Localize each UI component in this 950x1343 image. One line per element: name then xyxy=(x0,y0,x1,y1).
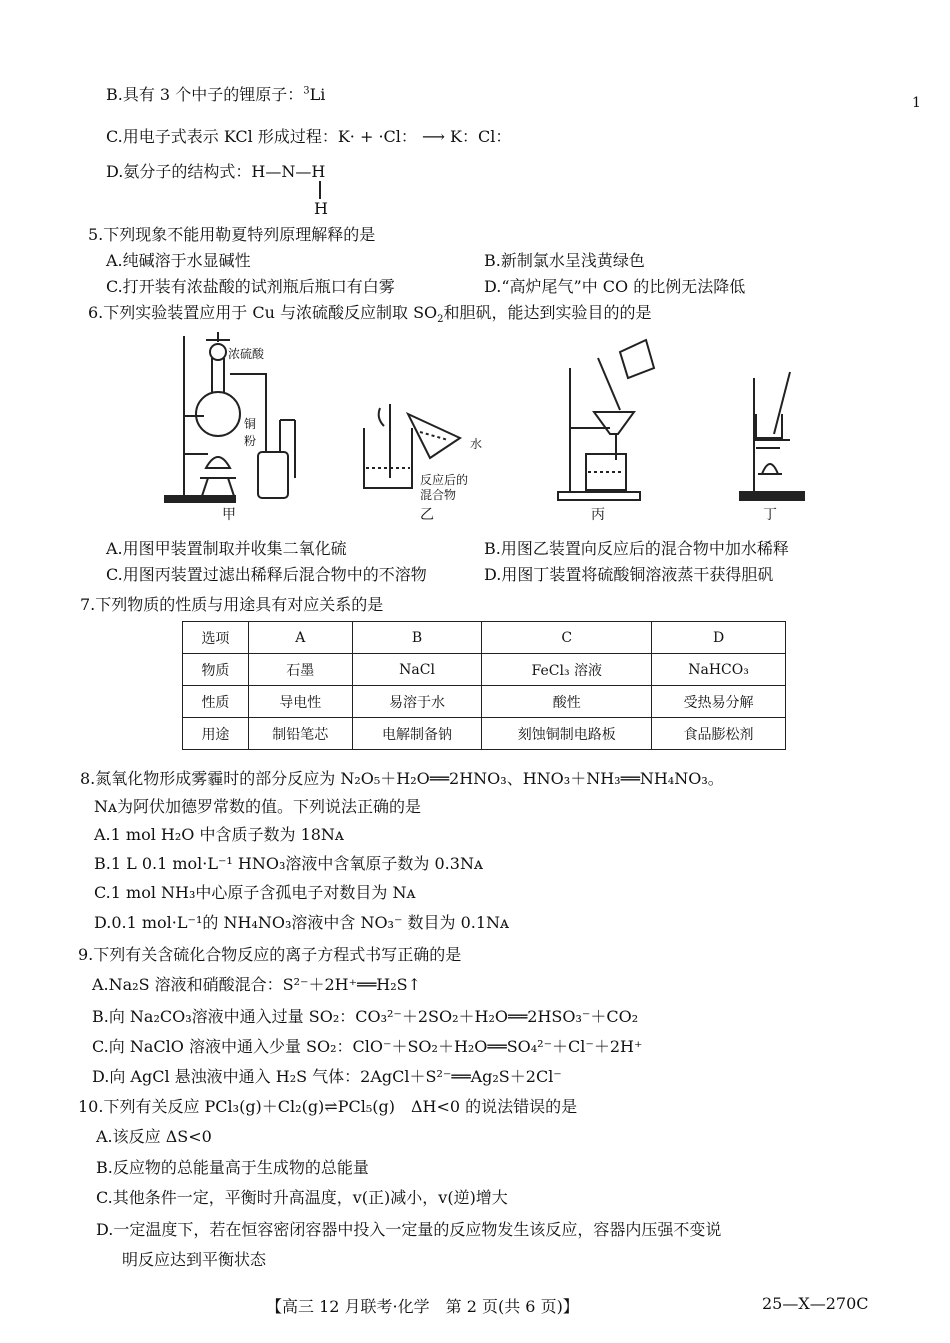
q8-option-a: A.1 mol H₂O 中含质子数为 18Nᴀ xyxy=(94,825,344,844)
q6-option-b: B.用图乙装置向反应后的混合物中加水稀释 xyxy=(484,539,789,558)
q6-option-d: D.用图丁装置将硫酸铜溶液蒸干获得胆矾 xyxy=(484,565,774,584)
table-cell: 用途 xyxy=(183,718,249,750)
q5-option-a: A.纯碱溶于水显碱性 xyxy=(106,251,251,270)
q4-option-d-prefix: D.氨分子的结构式： xyxy=(106,162,252,181)
footer-code: 25—X—270C xyxy=(762,1294,869,1313)
q6-stem-b: 和胆矾，能达到实验目的的是 xyxy=(443,303,652,322)
q10-option-b: B.反应物的总能量高于生成物的总能量 xyxy=(96,1158,369,1177)
table-cell: 物质 xyxy=(183,654,249,686)
table-cell: D xyxy=(652,622,786,654)
q4-option-c-prefix: C.用电子式表示 KCl 形成过程： xyxy=(106,127,338,146)
table-row xyxy=(183,718,786,750)
table-cell: 食品膨松剂 xyxy=(652,718,786,750)
table-cell: NaHCO₃ xyxy=(652,654,786,686)
table-cell: 受热易分解 xyxy=(652,686,786,718)
q9-option-b: B.向 Na₂CO₃溶液中通入过量 SO₂：CO₃²⁻＋2SO₂＋H₂O══2HSO₃⁻＋CO₂ xyxy=(92,1007,639,1026)
table-cell: 性质 xyxy=(183,686,249,718)
nh3-bond-line xyxy=(319,181,321,199)
table-header-row xyxy=(183,622,786,654)
q7-properties-table xyxy=(182,621,786,750)
table-row xyxy=(183,654,786,686)
table-cell: FeCl₃ 溶液 xyxy=(482,654,652,686)
q6-stem xyxy=(88,302,652,324)
q9-option-c: C.向 NaClO 溶液中通入少量 SO₂：ClO⁻＋SO₂＋H₂O══SO₄²⁻＋Cl⁻＋2H⁺ xyxy=(92,1037,643,1056)
label-water: 水 xyxy=(470,437,483,451)
table-cell: 石墨 xyxy=(248,654,352,686)
q6-option-a: A.用图甲装置制取并收集二氧化硫 xyxy=(106,539,347,558)
q8-stem-line2: Nᴀ为阿伏加德罗常数的值。下列说法正确的是 xyxy=(94,797,422,816)
table-cell: NaCl xyxy=(352,654,482,686)
label-conc-acid: 浓硫酸 xyxy=(228,347,265,361)
q9-option-a: A.Na₂S 溶液和硝酸混合：S²⁻＋2H⁺══H₂S↑ xyxy=(92,975,422,994)
footer-page-info: 【高三 12 月联考·化学 第 2 页(共 6 页)】 xyxy=(266,1297,579,1316)
q6-stem-a: 6.下列实验装置应用于 Cu 与浓硫酸反应制取 SO xyxy=(88,303,438,322)
q4-option-b-symbol: Li xyxy=(309,85,326,104)
table-cell: B xyxy=(352,622,482,654)
q10-option-d-line1: D.一定温度下，若在恒容密闭容器中投入一定量的反应物发生该反应，容器内压强不变说 xyxy=(96,1220,722,1239)
label-mix-line1: 反应后的 xyxy=(420,473,469,487)
q7-stem: 7.下列物质的性质与用途具有对应关系的是 xyxy=(80,595,384,614)
q5-stem: 5.下列现象不能用勒夏特列原理解释的是 xyxy=(88,225,376,244)
table-cell: 电解制备钠 xyxy=(352,718,482,750)
apparatus-ding xyxy=(740,372,804,500)
q10-stem: 10.下列有关反应 PCl₃(g)＋Cl₂(g)⇌PCl₅(g) ΔH<0 的说法错误的是 xyxy=(78,1097,578,1116)
q4-option-c xyxy=(106,126,511,148)
q4-option-b xyxy=(106,84,325,106)
q8-option-b: B.1 L 0.1 mol·L⁻¹ HNO₃溶液中含氧原子数为 0.3Nᴀ xyxy=(94,854,483,873)
q9-option-d: D.向 AgCl 悬浊液中通入 H₂S 气体：2AgCl＋S²⁻══Ag₂S＋2Cl⁻ xyxy=(92,1067,562,1086)
q6-stem-sub: 2 xyxy=(437,314,444,326)
q6-option-c: C.用图丙装置过滤出稀释后混合物中的不溶物 xyxy=(106,565,427,584)
apparatus-name-yi: 乙 xyxy=(420,507,434,523)
table-cell: 刻蚀铜制电路板 xyxy=(482,718,652,750)
table-cell: 制铅笔芯 xyxy=(248,718,352,750)
q5-option-c: C.打开装有浓盐酸的试剂瓶后瓶口有白雾 xyxy=(106,277,395,296)
q4-option-c-reactants: K· + ·Cl： ⟶ xyxy=(337,127,451,146)
table-cell: 酸性 xyxy=(482,686,652,718)
q10-option-c: C.其他条件一定，平衡时升高温度，v(正)减小，v(逆)增大 xyxy=(96,1188,508,1207)
apparatus-name-bing: 丙 xyxy=(591,507,605,523)
apparatus-name-jia: 甲 xyxy=(222,507,236,523)
table-cell: 导电性 xyxy=(248,686,352,718)
q4-option-d-structure: H—N—H xyxy=(251,162,326,181)
q4-option-d xyxy=(106,161,325,183)
q5-option-d: D.“高炉尾气”中 CO 的比例无法降低 xyxy=(484,277,746,296)
page-corner-number: 1 xyxy=(912,95,921,111)
table-cell: 选项 xyxy=(183,622,249,654)
table-cell: 易溶于水 xyxy=(352,686,482,718)
q5-option-b: B.新制氯水呈浅黄绿色 xyxy=(484,251,645,270)
q4-option-b-text: B.具有 3 个中子的锂原子： xyxy=(106,85,304,104)
q4-option-c-product: K：Cl： xyxy=(450,127,512,146)
q10-option-a: A.该反应 ΔS<0 xyxy=(96,1127,212,1146)
table-cell: C xyxy=(482,622,652,654)
q9-stem: 9.下列有关含硫化合物反应的离子方程式书写正确的是 xyxy=(78,945,462,964)
q8-stem-line1: 8.氮氧化物形成雾霾时的部分反应为 N₂O₅＋H₂O══2HNO₃、HNO₃＋NH₃══NH₄NO₃。 xyxy=(80,769,724,788)
label-powder: 粉 xyxy=(244,434,257,448)
q8-option-d: D.0.1 mol·L⁻¹的 NH₄NO₃溶液中含 NO₃⁻ 数目为 0.1Nᴀ xyxy=(94,913,510,932)
label-cu: 铜 xyxy=(244,417,257,431)
table-cell: A xyxy=(248,622,352,654)
q8-option-c: C.1 mol NH₃中心原子含孤电子对数目为 Nᴀ xyxy=(94,883,416,902)
label-mix-line2: 混合物 xyxy=(420,488,457,502)
q10-option-d-line2: 明反应达到平衡状态 xyxy=(122,1250,267,1269)
apparatus-name-ding: 丁 xyxy=(763,507,777,523)
q4-option-b-mass: 3 xyxy=(303,85,310,97)
table-row xyxy=(183,686,786,718)
q4-option-d-bottom-h: H xyxy=(314,199,328,218)
apparatus-bing xyxy=(558,340,654,500)
